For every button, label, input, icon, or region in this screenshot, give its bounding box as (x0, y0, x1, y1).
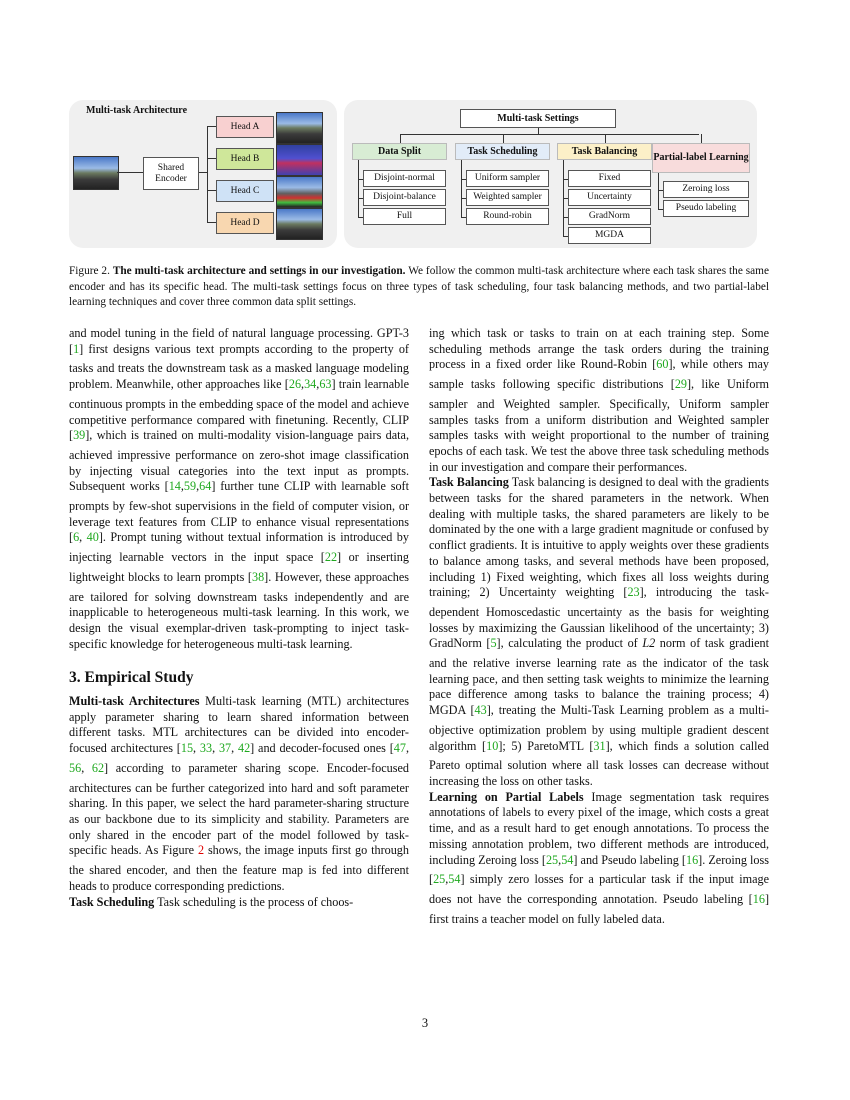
left-column (69, 326, 409, 910)
paragraph-text: ing which task or tasks to train on at each training step. Some scheduling methods arrange the task orders during the training process in a fixed order like Round-Robin [60], while others may sample tasks following specific distributions [29], like Uniform sampler and Weighted sampler. Specifically, Uniform sampler samples tasks from a uniform distribution and Weighted sampler samples tasks with weight proportional to the number of training epochs of each task. We test the above three task scheduling methods in our investigation and compare their performances. (429, 326, 770, 474)
connector (400, 134, 401, 143)
setting-item: Weighted sampler (466, 189, 549, 206)
citation-link[interactable]: 1 (73, 341, 80, 356)
paragraph-heading: Learning on Partial Labels (429, 789, 584, 804)
paragraph (69, 895, 409, 911)
citation-link[interactable]: 62 (91, 760, 105, 775)
setting-item: Full (363, 208, 446, 225)
setting-item: MGDA (568, 227, 651, 244)
setting-item: Round-robin (466, 208, 549, 225)
citation-link[interactable]: 64 (199, 479, 212, 494)
citation-link[interactable]: 33 (199, 741, 213, 756)
citation-link[interactable]: 39 (73, 428, 86, 443)
citation-link[interactable]: 40 (86, 530, 99, 545)
connector (605, 134, 606, 143)
settings-title-box: Multi-task Settings (460, 109, 616, 128)
section-heading: 3. Empirical Study (69, 669, 194, 687)
citation-link[interactable]: 54 (448, 872, 461, 887)
paragraph (429, 475, 769, 789)
citation-link[interactable]: 25 (545, 852, 559, 867)
citation-link[interactable]: 25 (433, 872, 446, 887)
output-image (276, 112, 323, 144)
connector (207, 222, 216, 223)
setting-item: Uncertainty (568, 189, 651, 206)
setting-item: Zeroing loss (663, 181, 749, 198)
head-box: Head C (216, 180, 274, 202)
citation-link[interactable]: 5 (490, 636, 497, 651)
paragraph (69, 326, 409, 652)
citation-link[interactable]: 29 (674, 377, 687, 392)
output-image (276, 144, 323, 176)
input-image (73, 156, 119, 190)
right-column (429, 326, 769, 927)
connector (207, 126, 208, 223)
connector (401, 134, 699, 135)
citation-link[interactable]: 14 (168, 479, 181, 494)
setting-item: GradNorm (568, 208, 651, 225)
citation-link[interactable]: 34 (304, 377, 317, 392)
citation-link[interactable]: 43 (474, 703, 487, 718)
figure-ref-link[interactable]: 2 (197, 843, 205, 858)
page-number: 3 (421, 1016, 429, 1030)
setting-item: Disjoint-normal (363, 170, 446, 187)
citation-link[interactable]: 31 (593, 738, 606, 753)
connector (207, 158, 216, 159)
citation-link[interactable]: 6 (73, 530, 80, 545)
citation-link[interactable]: 16 (752, 891, 765, 906)
connector (358, 160, 359, 217)
paragraph-text: Image segmentation task requires annotations of labels to every pixel of the image, which costs a great time, and as a result hard to get enough annotations. To process the missing annotation problem, two different methods are introduced, including Zeroing loss [25,54] and Pseudo labeling [16]. Zeroing loss [25,54] simply zero losses for a particular task if the input image does not have the corresponding annotation. Pseudo labeling [16] first trains a teacher model on fully labeled data. (429, 789, 770, 926)
citation-link[interactable]: 54 (561, 852, 574, 867)
category-box: Partial-label Learning (652, 143, 750, 173)
shared-encoder-box: Shared Encoder (143, 157, 199, 190)
paragraph (429, 326, 769, 475)
paragraph-heading: Multi-task Architectures (69, 694, 200, 709)
citation-link[interactable]: 56 (69, 760, 82, 775)
citation-link[interactable]: 42 (237, 741, 251, 756)
math-symbol: L2 (642, 636, 656, 651)
head-box: Head A (216, 116, 274, 138)
caption-text: We follow the common multi-task architecture where each task shares the same encoder and has its specific head. The multi-task settings focus on three types of task scheduling, four task balancing methods, and two partial-label learning techniques and cover three common data split settings. (69, 265, 769, 308)
paragraph-heading: Task Scheduling (69, 894, 155, 909)
connector (461, 160, 462, 217)
paragraph (69, 694, 409, 894)
setting-item: Pseudo labeling (663, 200, 749, 217)
category-box: Task Scheduling (455, 143, 550, 160)
setting-item: Disjoint-balance (363, 189, 446, 206)
citation-link[interactable]: 16 (685, 852, 699, 867)
paragraph-text: Multi-task learning (MTL) architectures apply parameter sharing to learn shared information between different tasks. MTL architectures can be divided into encoder-focused architectures [15, 33, 37, 42] and decoder-focused ones [47, 56, 62] according to parameter sharing scope. Encoder-focused architectures can be further categorized into hard and soft parameter sharing. In this paper, we select the hard parameter-sharing structure as our backbone due to its simplicity and stability. Parameters are only shared in the encoder part of the model followed by task-specific heads. As Figure 2 shows, the image inputs first go through the shared encoder, and then the feature map is fed into different heads to produce corresponding predictions. (69, 694, 410, 893)
connector (658, 173, 659, 209)
category-box: Data Split (352, 143, 447, 160)
citation-link[interactable]: 60 (656, 357, 669, 372)
category-box: Task Balancing (557, 143, 652, 160)
setting-item: Uniform sampler (466, 170, 549, 187)
citation-link[interactable]: 37 (218, 741, 232, 756)
citation-link[interactable]: 15 (180, 741, 194, 756)
output-image (276, 176, 323, 208)
setting-item: Fixed (568, 170, 651, 187)
citation-link[interactable]: 38 (251, 569, 265, 584)
architecture-title: Multi-task Architecture (86, 105, 188, 116)
citation-link[interactable]: 23 (627, 585, 640, 600)
caption-title: The multi-task architecture and settings in our investigation. (112, 265, 406, 277)
connector (701, 134, 702, 143)
citation-link[interactable]: 47 (393, 741, 406, 756)
connector (199, 172, 207, 173)
connector (207, 126, 216, 127)
paragraph-heading: Task Balancing (429, 475, 509, 490)
citation-link[interactable]: 26 (288, 377, 302, 392)
figure-caption (69, 264, 769, 311)
output-image (276, 208, 323, 240)
paragraph-text: and model tuning in the field of natural language processing. GPT-3 [1] first designs various text prompts according to the property of tasks and treats the downstream task as a masked language modeling problem. Meanwhile, other approaches like [26,34,63] train learnable continuous prompts in the embedding space of the model and achieve competitive performance compared with finetuning. Recently, CLIP [39], which is trained on multi-modality vision-language pairs data, achieved impressive performance on zero-shot image classification by injecting visual categories into the text input as prompts. Subsequent works [14,59,64] further tune CLIP with learnable soft prompts by few-shot supervisions in the field of computer vision, or leverage text features from CLIP to enhance visual representations [6, 40]. Prompt tuning without textual information is introduced by injecting learnable vectors in the input space [22] or inserting lightweight blocks to learn prompts [38]. However, these approaches are tailored for solving downstream tasks independently and are inapplicable to heterogeneous multi-task learning. In this work, we design the visual exemplar-driven task-prompting to inject task-specific knowledge for heterogeneous multi-task learning. (69, 326, 410, 651)
paragraph-text: Task scheduling is the process of choos- (157, 894, 354, 909)
paragraph-text: Task balancing is designed to deal with the gradients between tasks for the shared parameters in the network. When dealing with multiple tasks, the shared parameters are likely to be dominated by the one with a large gradient magnitude or confused by conflict gradients. It is intuitive to apply weights over these gradients to balance among tasks, and several methods have been proposed, including 1) Fixed weighting, which fixes all loss weights during training; 2) Uncertainty weighting [23], introducing the task-dependent Homoscedastic uncertainty as the basis for weighting losses by maximizing the Gaussian likelihood of the uncertainty; 3) GradNorm [5], calculating the product of L2 norm of task gradient and the relative inverse learning rate as the indicator of the task learning pace, and then setting task weights to minimize the learning pace difference among tasks to balance the training process; 4) MGDA [43], treating the Multi-Task Learning problem as a multi-objective optimization problem by using multiple gradient descent algorithm [10]; 5) ParetoMTL [31], which finds a solution called Pareto optimal solution where all task losses can decrease without increasing the loss on other tasks. (429, 475, 769, 788)
caption-label: Figure 2. (69, 265, 110, 277)
paragraph (429, 790, 769, 928)
connector (207, 190, 216, 191)
head-box: Head B (216, 148, 274, 170)
connector (117, 172, 143, 173)
citation-link[interactable]: 10 (486, 738, 499, 753)
citation-link[interactable]: 22 (324, 550, 338, 565)
head-box: Head D (216, 212, 274, 234)
citation-link[interactable]: 59 (183, 479, 197, 494)
connector (503, 134, 504, 143)
citation-link[interactable]: 63 (319, 377, 332, 392)
